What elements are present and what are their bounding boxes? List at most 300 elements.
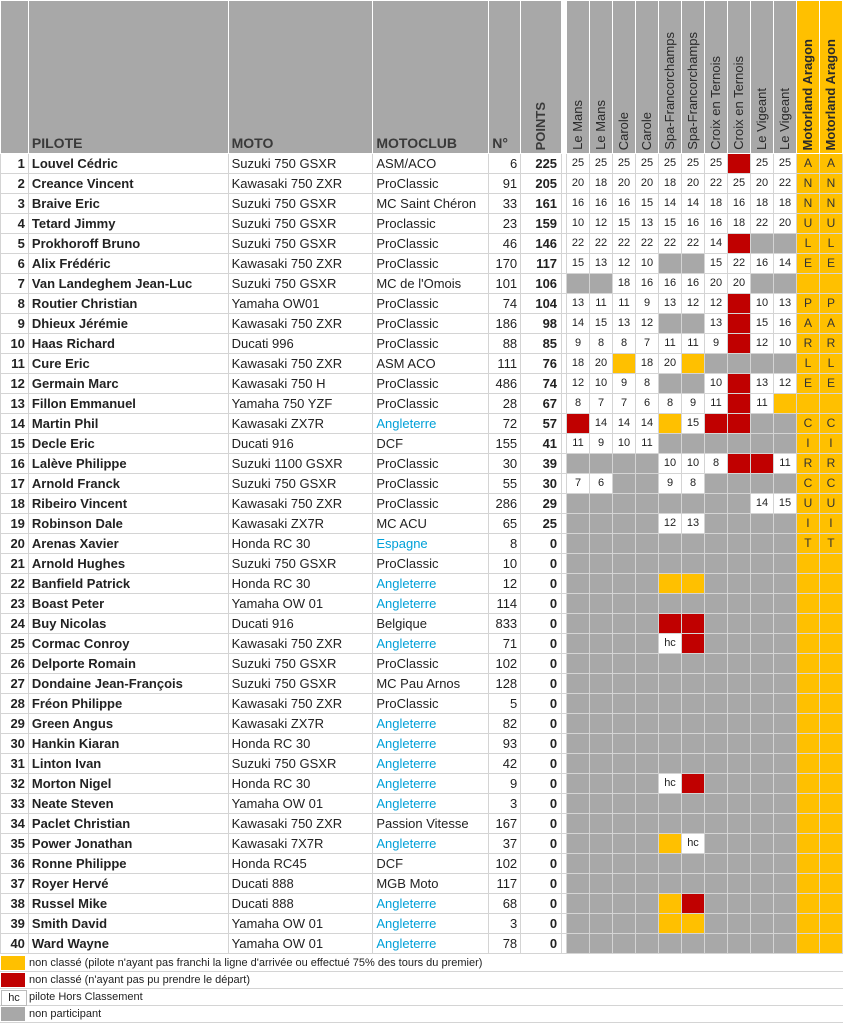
aragon-cell: R: [797, 454, 820, 474]
result-cell: [682, 554, 705, 574]
rank-cell: 31: [1, 754, 29, 774]
result-cell: [751, 594, 774, 614]
result-cell: [728, 874, 751, 894]
result-cell: 20: [613, 174, 636, 194]
table-row: [1, 554, 843, 574]
aragon-cell: U: [819, 214, 842, 234]
result-cell: [613, 814, 636, 834]
rank-cell: 20: [1, 534, 29, 554]
result-cell: 10: [636, 254, 659, 274]
motoclub-cell: ProClassic: [373, 554, 489, 574]
pilot-name: Ward Wayne: [28, 934, 228, 954]
number-cell: 101: [489, 274, 521, 294]
result-cell: 18: [636, 354, 659, 374]
aragon-cell: [797, 874, 820, 894]
result-cell: [774, 534, 797, 554]
motoclub-cell: MC ACU: [373, 514, 489, 534]
result-cell: [659, 814, 682, 834]
result-cell: [705, 694, 728, 714]
result-cell: 8: [567, 394, 590, 414]
result-cell: [567, 274, 590, 294]
aragon-cell: A: [797, 314, 820, 334]
number-cell: 286: [489, 494, 521, 514]
result-cell: [590, 674, 613, 694]
result-cell: 10: [659, 454, 682, 474]
result-cell: [613, 654, 636, 674]
result-cell: [567, 674, 590, 694]
result-cell: 20: [567, 174, 590, 194]
moto-cell: Honda RC 30: [228, 734, 373, 754]
result-cell: [613, 794, 636, 814]
result-cell: [774, 834, 797, 854]
table-row: [1, 734, 843, 754]
result-cell: [567, 734, 590, 754]
result-cell: 20: [590, 354, 613, 374]
result-cell: 15: [659, 214, 682, 234]
points-cell: 0: [521, 614, 562, 634]
result-cell: [659, 574, 682, 594]
result-cell: 12: [659, 514, 682, 534]
aragon-cell: [819, 614, 842, 634]
result-cell: [659, 874, 682, 894]
result-cell: 9: [567, 334, 590, 354]
result-cell: [705, 794, 728, 814]
result-cell: [590, 554, 613, 574]
result-cell: 20: [636, 174, 659, 194]
pilot-name: Alix Frédéric: [28, 254, 228, 274]
result-cell: 18: [567, 354, 590, 374]
result-cell: [705, 934, 728, 954]
aragon-cell: [819, 754, 842, 774]
moto-cell: Yamaha OW 01: [228, 594, 373, 614]
result-cell: [613, 454, 636, 474]
rank-cell: 29: [1, 714, 29, 734]
result-cell: [774, 354, 797, 374]
moto-cell: Suzuki 750 GSXR: [228, 214, 373, 234]
motoclub-cell: Espagne: [373, 534, 489, 554]
pilot-name: Creance Vincent: [28, 174, 228, 194]
result-cell: [567, 534, 590, 554]
table-row: [1, 714, 843, 734]
aragon-cell: [797, 654, 820, 674]
result-cell: [751, 734, 774, 754]
result-cell: [590, 734, 613, 754]
result-cell: [774, 394, 797, 414]
aragon-cell: A: [797, 154, 820, 174]
result-cell: [751, 914, 774, 934]
result-cell: 14: [567, 314, 590, 334]
result-cell: 15: [705, 254, 728, 274]
result-cell: [705, 354, 728, 374]
result-cell: [682, 654, 705, 674]
number-cell: 74: [489, 294, 521, 314]
result-cell: 15: [567, 254, 590, 274]
result-cell: [774, 814, 797, 834]
rank-cell: 40: [1, 934, 29, 954]
rank-cell: 32: [1, 774, 29, 794]
result-cell: [567, 654, 590, 674]
points-cell: 57: [521, 414, 562, 434]
result-cell: [590, 654, 613, 674]
table-row: [1, 314, 843, 334]
pilot-name: Paclet Christian: [28, 814, 228, 834]
result-cell: [567, 794, 590, 814]
race-header: Carole: [636, 1, 659, 154]
number-cell: 55: [489, 474, 521, 494]
aragon-cell: [797, 554, 820, 574]
result-cell: 8: [636, 374, 659, 394]
result-cell: [774, 854, 797, 874]
pilot-name: Arenas Xavier: [28, 534, 228, 554]
result-cell: 14: [636, 414, 659, 434]
motoclub-cell: ProClassic: [373, 314, 489, 334]
aragon-cell: [797, 734, 820, 754]
result-cell: [613, 574, 636, 594]
rank-cell: 18: [1, 494, 29, 514]
points-cell: 0: [521, 774, 562, 794]
result-cell: 8: [659, 394, 682, 414]
number-cell: 93: [489, 734, 521, 754]
aragon-cell: E: [819, 374, 842, 394]
result-cell: [636, 674, 659, 694]
aragon-cell: [797, 894, 820, 914]
result-cell: [728, 154, 751, 174]
result-cell: 12: [590, 214, 613, 234]
table-row: [1, 174, 843, 194]
moto-cell: Honda RC45: [228, 854, 373, 874]
result-cell: [751, 774, 774, 794]
moto-cell: Suzuki 750 GSXR: [228, 754, 373, 774]
motoclub-cell: Angleterre: [373, 894, 489, 914]
race-header-aragon: Motorland Aragon: [819, 1, 842, 154]
points-cell: 0: [521, 794, 562, 814]
result-cell: 11: [659, 334, 682, 354]
points-cell: 29: [521, 494, 562, 514]
result-cell: 14: [590, 414, 613, 434]
result-cell: [728, 474, 751, 494]
legend-item: [0, 955, 843, 972]
result-cell: [728, 614, 751, 634]
number-header: N°: [489, 1, 521, 154]
result-cell: [705, 494, 728, 514]
result-cell: [613, 854, 636, 874]
result-cell: [636, 654, 659, 674]
number-cell: 42: [489, 754, 521, 774]
pilot-name: Smith David: [28, 914, 228, 934]
number-cell: 28: [489, 394, 521, 414]
result-cell: [774, 434, 797, 454]
result-cell: 10: [705, 374, 728, 394]
result-cell: [682, 854, 705, 874]
moto-cell: Kawasaki ZX7R: [228, 514, 373, 534]
result-cell: [613, 474, 636, 494]
result-cell: 16: [613, 194, 636, 214]
points-cell: 205: [521, 174, 562, 194]
aragon-cell: C: [797, 474, 820, 494]
result-cell: [751, 894, 774, 914]
motoclub-cell: Angleterre: [373, 594, 489, 614]
aragon-cell: [797, 754, 820, 774]
table-row: [1, 334, 843, 354]
pilot-name: Green Angus: [28, 714, 228, 734]
table-row: [1, 754, 843, 774]
table-row: [1, 634, 843, 654]
result-cell: 16: [682, 274, 705, 294]
result-cell: [774, 914, 797, 934]
result-cell: [728, 394, 751, 414]
aragon-cell: [797, 634, 820, 654]
number-cell: 111: [489, 354, 521, 374]
result-cell: [567, 874, 590, 894]
number-cell: 102: [489, 654, 521, 674]
number-cell: 65: [489, 514, 521, 534]
result-cell: [659, 534, 682, 554]
legend-item: [0, 989, 843, 1006]
result-cell: [636, 874, 659, 894]
number-cell: 8: [489, 534, 521, 554]
result-cell: 18: [613, 274, 636, 294]
result-cell: 22: [705, 174, 728, 194]
result-cell: 12: [567, 374, 590, 394]
aragon-cell: [819, 934, 842, 954]
pilot-name: Robinson Dale: [28, 514, 228, 534]
result-cell: 25: [705, 154, 728, 174]
result-cell: [728, 934, 751, 954]
rank-cell: 38: [1, 894, 29, 914]
aragon-cell: [797, 854, 820, 874]
rank-cell: 22: [1, 574, 29, 594]
motoclub-cell: MGB Moto: [373, 874, 489, 894]
result-cell: 16: [567, 194, 590, 214]
pilot-name: Linton Ivan: [28, 754, 228, 774]
aragon-cell: [819, 654, 842, 674]
moto-cell: Suzuki 750 GSXR: [228, 554, 373, 574]
race-header-aragon: Motorland Aragon: [797, 1, 820, 154]
aragon-cell: P: [797, 294, 820, 314]
result-cell: [705, 754, 728, 774]
moto-cell: Honda RC 30: [228, 774, 373, 794]
result-cell: [705, 714, 728, 734]
result-cell: 11: [590, 294, 613, 314]
result-cell: [705, 634, 728, 654]
table-row: [1, 674, 843, 694]
result-cell: [774, 554, 797, 574]
number-cell: 9: [489, 774, 521, 794]
moto-cell: Suzuki 750 GSXR: [228, 154, 373, 174]
motoclub-cell: MC Pau Arnos: [373, 674, 489, 694]
result-cell: [705, 474, 728, 494]
result-cell: 9: [590, 434, 613, 454]
pilot-name: Prokhoroff Bruno: [28, 234, 228, 254]
rank-cell: 25: [1, 634, 29, 654]
moto-cell: Ducati 916: [228, 614, 373, 634]
race-header: Le Vigeant: [751, 1, 774, 154]
result-cell: 12: [705, 294, 728, 314]
result-cell: [705, 854, 728, 874]
result-cell: [751, 554, 774, 574]
pilot-name: Neate Steven: [28, 794, 228, 814]
result-cell: [774, 674, 797, 694]
result-cell: 13: [659, 294, 682, 314]
result-cell: [659, 894, 682, 914]
motoclub-cell: ProClassic: [373, 254, 489, 274]
result-cell: [751, 634, 774, 654]
result-cell: [774, 614, 797, 634]
aragon-cell: [819, 574, 842, 594]
aragon-cell: [819, 894, 842, 914]
result-cell: [774, 514, 797, 534]
pilot-name: Banfield Patrick: [28, 574, 228, 594]
result-cell: [682, 254, 705, 274]
result-cell: 14: [682, 194, 705, 214]
result-cell: [613, 354, 636, 374]
moto-cell: Kawasaki 7X7R: [228, 834, 373, 854]
result-cell: [751, 874, 774, 894]
result-cell: [728, 554, 751, 574]
result-cell: 8: [590, 334, 613, 354]
result-cell: 15: [682, 414, 705, 434]
points-header: POINTS: [521, 1, 562, 154]
result-cell: hc: [682, 834, 705, 854]
moto-cell: Kawasaki 750 ZXR: [228, 634, 373, 654]
points-cell: 0: [521, 754, 562, 774]
result-cell: [705, 514, 728, 534]
aragon-cell: A: [819, 314, 842, 334]
result-cell: [613, 694, 636, 714]
result-cell: [659, 734, 682, 754]
aragon-cell: P: [819, 294, 842, 314]
result-cell: [751, 694, 774, 714]
result-cell: [751, 854, 774, 874]
result-cell: [590, 614, 613, 634]
result-cell: [659, 674, 682, 694]
result-cell: 16: [682, 214, 705, 234]
result-cell: [590, 914, 613, 934]
aragon-cell: N: [819, 174, 842, 194]
result-cell: [590, 894, 613, 914]
result-cell: [636, 614, 659, 634]
aragon-cell: [819, 714, 842, 734]
result-cell: 13: [590, 254, 613, 274]
moto-cell: Kawasaki 750 ZXR: [228, 354, 373, 374]
result-cell: [728, 514, 751, 534]
result-cell: [682, 614, 705, 634]
motoclub-cell: MC Saint Chéron: [373, 194, 489, 214]
result-cell: [751, 674, 774, 694]
result-cell: 12: [751, 334, 774, 354]
result-cell: [728, 294, 751, 314]
result-cell: 9: [613, 374, 636, 394]
points-cell: 0: [521, 694, 562, 714]
motoclub-cell: Angleterre: [373, 414, 489, 434]
result-cell: [636, 714, 659, 734]
result-cell: [751, 814, 774, 834]
result-cell: 25: [636, 154, 659, 174]
result-cell: [613, 734, 636, 754]
result-cell: 10: [613, 434, 636, 454]
rank-cell: 14: [1, 414, 29, 434]
result-cell: [728, 834, 751, 854]
aragon-cell: [819, 554, 842, 574]
result-cell: 14: [774, 254, 797, 274]
result-cell: 16: [659, 274, 682, 294]
race-header: Le Mans: [567, 1, 590, 154]
result-cell: [682, 674, 705, 694]
result-cell: [774, 234, 797, 254]
result-cell: [774, 414, 797, 434]
aragon-cell: [819, 794, 842, 814]
rank-cell: 37: [1, 874, 29, 894]
number-cell: 486: [489, 374, 521, 394]
table-row: [1, 834, 843, 854]
number-cell: 117: [489, 874, 521, 894]
result-cell: 11: [636, 434, 659, 454]
motoclub-cell: Passion Vitesse: [373, 814, 489, 834]
result-cell: [751, 654, 774, 674]
pilot-name: Russel Mike: [28, 894, 228, 914]
result-cell: [751, 754, 774, 774]
result-cell: 16: [751, 254, 774, 274]
result-cell: [590, 814, 613, 834]
result-cell: [774, 794, 797, 814]
moto-cell: Ducati 996: [228, 334, 373, 354]
table-row: [1, 214, 843, 234]
table-row: [1, 354, 843, 374]
result-cell: 15: [613, 214, 636, 234]
result-cell: [682, 354, 705, 374]
result-cell: [567, 554, 590, 574]
points-cell: 0: [521, 594, 562, 614]
result-cell: [590, 594, 613, 614]
moto-cell: Kawasaki 750 ZXR: [228, 314, 373, 334]
result-cell: [659, 414, 682, 434]
motoclub-cell: ProClassic: [373, 454, 489, 474]
result-cell: [613, 754, 636, 774]
result-cell: [590, 634, 613, 654]
points-cell: 0: [521, 854, 562, 874]
aragon-cell: [819, 674, 842, 694]
result-cell: 13: [613, 314, 636, 334]
result-cell: [728, 594, 751, 614]
motoclub-cell: Angleterre: [373, 794, 489, 814]
aragon-cell: [797, 674, 820, 694]
result-cell: 25: [590, 154, 613, 174]
result-cell: 10: [567, 214, 590, 234]
result-cell: 11: [774, 454, 797, 474]
result-cell: [682, 734, 705, 754]
legend-swatch: hc: [1, 990, 27, 1006]
result-cell: [728, 454, 751, 474]
result-cell: [728, 714, 751, 734]
rank-cell: 3: [1, 194, 29, 214]
result-cell: [636, 834, 659, 854]
result-cell: 22: [636, 234, 659, 254]
motoclub-cell: ProClassic: [373, 174, 489, 194]
aragon-cell: [797, 714, 820, 734]
result-cell: [705, 834, 728, 854]
result-cell: [682, 714, 705, 734]
aragon-cell: A: [819, 154, 842, 174]
result-cell: [751, 834, 774, 854]
aragon-cell: N: [797, 174, 820, 194]
aragon-cell: C: [819, 474, 842, 494]
table-row: [1, 574, 843, 594]
result-cell: [567, 614, 590, 634]
aragon-cell: [819, 694, 842, 714]
number-cell: 72: [489, 414, 521, 434]
result-cell: 22: [659, 234, 682, 254]
pilot-name: Arnold Franck: [28, 474, 228, 494]
